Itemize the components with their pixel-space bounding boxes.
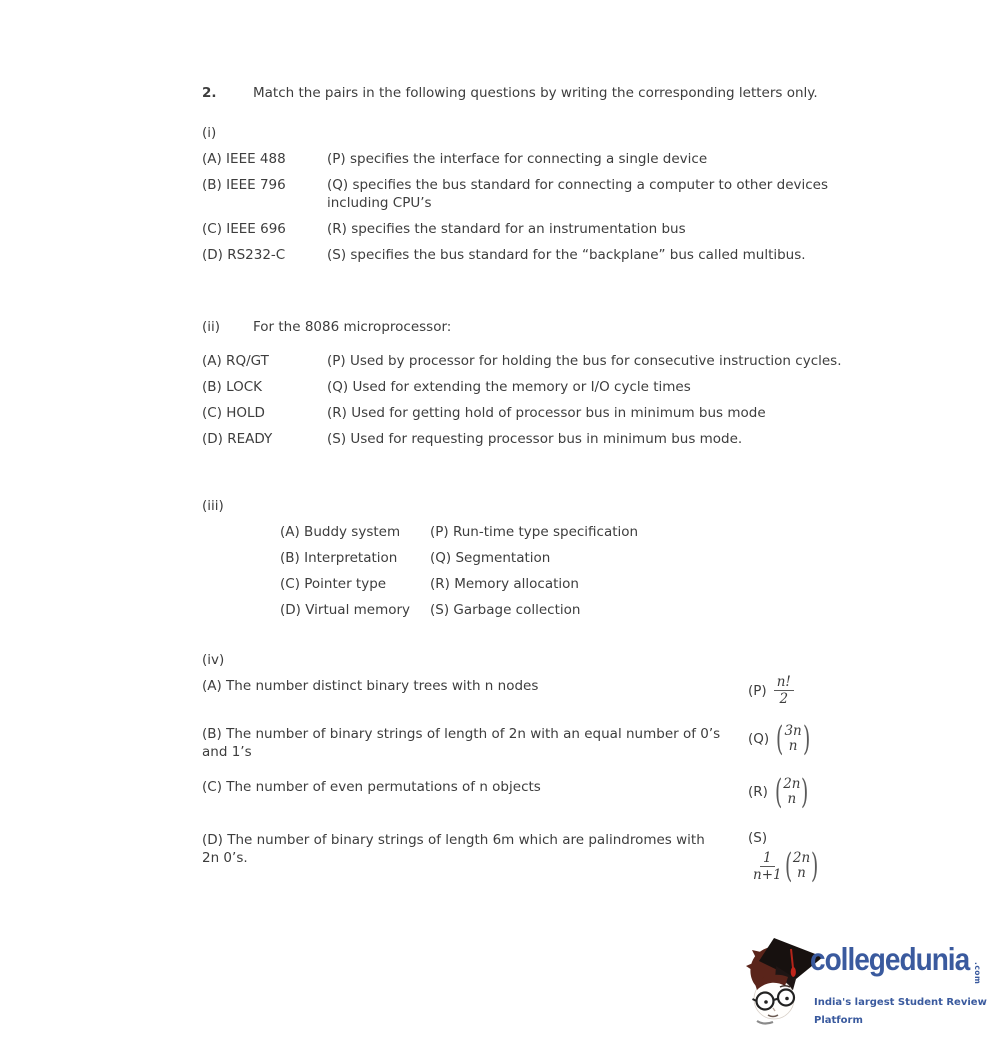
- match-row: [202, 378, 850, 396]
- right-paren: ): [801, 772, 809, 812]
- match-desc: (P) specifies the interface for connecting a single device: [327, 151, 708, 167]
- question-text: Match the pairs in the following questions by writing the corresponding letters only.: [253, 85, 818, 101]
- section-iii-table: [280, 523, 690, 627]
- match-row: [280, 549, 690, 567]
- brand-wordmark: collegedunia: [810, 942, 970, 977]
- fraction-numerator: 1: [760, 850, 775, 867]
- match-desc: (Q) Used for extending the memory or I/O cycle times: [327, 379, 691, 395]
- match-row: [202, 352, 850, 370]
- binomial-stack: [783, 724, 802, 754]
- section-iv-label: (iv): [202, 652, 225, 668]
- fraction-denominator: 2: [779, 691, 789, 707]
- match-term: (C) HOLD: [202, 405, 265, 421]
- brand-tagline: India's largest Student Review Platform: [814, 997, 987, 1026]
- match-row: [202, 220, 850, 238]
- binomial-top: 2n: [792, 850, 811, 866]
- section-iii-label: (iii): [202, 498, 224, 514]
- binomial-top: 2n: [783, 776, 801, 792]
- formula-r: [748, 772, 809, 812]
- right-paren: ): [802, 719, 811, 759]
- binomial-top: 3n: [784, 723, 802, 739]
- match-desc: (D) The number of binary strings of length 6m which are palindromes with 2n 0’s.: [202, 832, 705, 866]
- question-heading: [202, 84, 852, 102]
- fraction: [750, 850, 785, 883]
- match-desc: (A) The number distinct binary trees with n nodes: [202, 678, 539, 694]
- match-desc: (P) Used by processor for holding the bus for consecutive instruction cycles.: [327, 353, 842, 369]
- left-paren: (: [784, 846, 792, 886]
- match-term: (B) IEEE 796: [202, 177, 286, 193]
- binomial-bottom: n: [797, 865, 806, 881]
- match-desc: (S) Garbage collection: [430, 602, 581, 618]
- section-i-table: [202, 150, 850, 272]
- section-ii-table: [202, 352, 850, 456]
- right-paren: ): [811, 846, 819, 886]
- match-desc: (B) The number of binary strings of length of 2n with an equal number of 0’s and 1’s: [202, 726, 721, 760]
- match-desc: (S) Used for requesting processor bus in minimum bus mode.: [327, 431, 743, 447]
- match-row: [202, 176, 850, 212]
- section-ii-title: For the 8086 microprocessor:: [253, 319, 452, 335]
- match-term: (C) Pointer type: [280, 576, 387, 592]
- match-row: [280, 601, 690, 619]
- section-ii-heading: [202, 318, 451, 336]
- match-term: (A) Buddy system: [280, 524, 401, 540]
- binomial: [776, 719, 811, 759]
- brand-tld: .com: [973, 962, 982, 985]
- binomial: [774, 772, 809, 812]
- binomial-bottom: n: [788, 738, 798, 754]
- match-desc: (R) Memory allocation: [430, 576, 579, 592]
- formula-r-label: (R): [748, 784, 768, 800]
- match-row: [202, 430, 850, 448]
- match-row: [280, 575, 690, 593]
- match-desc: (R) Used for getting hold of processor bus in minimum bus mode: [327, 405, 766, 421]
- match-desc: (S) specifies the bus standard for the “backplane” bus called multibus.: [327, 247, 806, 263]
- section-i-label: (i): [202, 125, 217, 141]
- match-row: [280, 523, 690, 541]
- binomial-bottom: n: [787, 791, 797, 807]
- left-paren: (: [776, 719, 784, 759]
- formula-p-label: (P): [748, 682, 767, 699]
- match-row: [202, 404, 850, 422]
- formula-s-label: (S): [748, 830, 768, 846]
- collegedunia-logo: [744, 936, 996, 1028]
- match-term: (D) READY: [202, 431, 273, 447]
- left-paren: (: [774, 772, 783, 812]
- match-row: [202, 150, 850, 168]
- fraction-numerator: n!: [774, 674, 794, 691]
- match-term: (A) RQ/GT: [202, 353, 269, 369]
- match-row: [202, 246, 850, 264]
- match-desc: (P) Run-time type specification: [430, 524, 639, 540]
- binomial-stack: [792, 851, 811, 881]
- match-desc: (Q) Segmentation: [430, 550, 551, 566]
- match-desc: (R) specifies the standard for an instrumentation bus: [327, 221, 686, 237]
- match-term: (D) Virtual memory: [280, 602, 411, 618]
- match-desc: (C) The number of even permutations of n objects: [202, 779, 541, 795]
- fraction: [774, 674, 794, 707]
- question-number: 2.: [202, 85, 217, 101]
- match-term: (C) IEEE 696: [202, 221, 286, 237]
- match-term: (B) Interpretation: [280, 550, 398, 566]
- formula-s: [750, 846, 819, 886]
- binomial: [784, 846, 819, 886]
- formula-q-label: (Q): [748, 731, 770, 747]
- fraction-denominator: n+1: [753, 866, 782, 883]
- formula-p: [748, 674, 794, 707]
- match-term: (D) RS232-C: [202, 247, 286, 263]
- match-desc: (Q) specifies the bus standard for connecting a computer to other devices including CPU’s: [327, 177, 829, 211]
- section-ii-label: (ii): [202, 319, 221, 335]
- match-term: (A) IEEE 488: [202, 151, 286, 167]
- binomial-stack: [782, 777, 801, 807]
- match-term: (B) LOCK: [202, 379, 263, 395]
- formula-q: [748, 719, 811, 759]
